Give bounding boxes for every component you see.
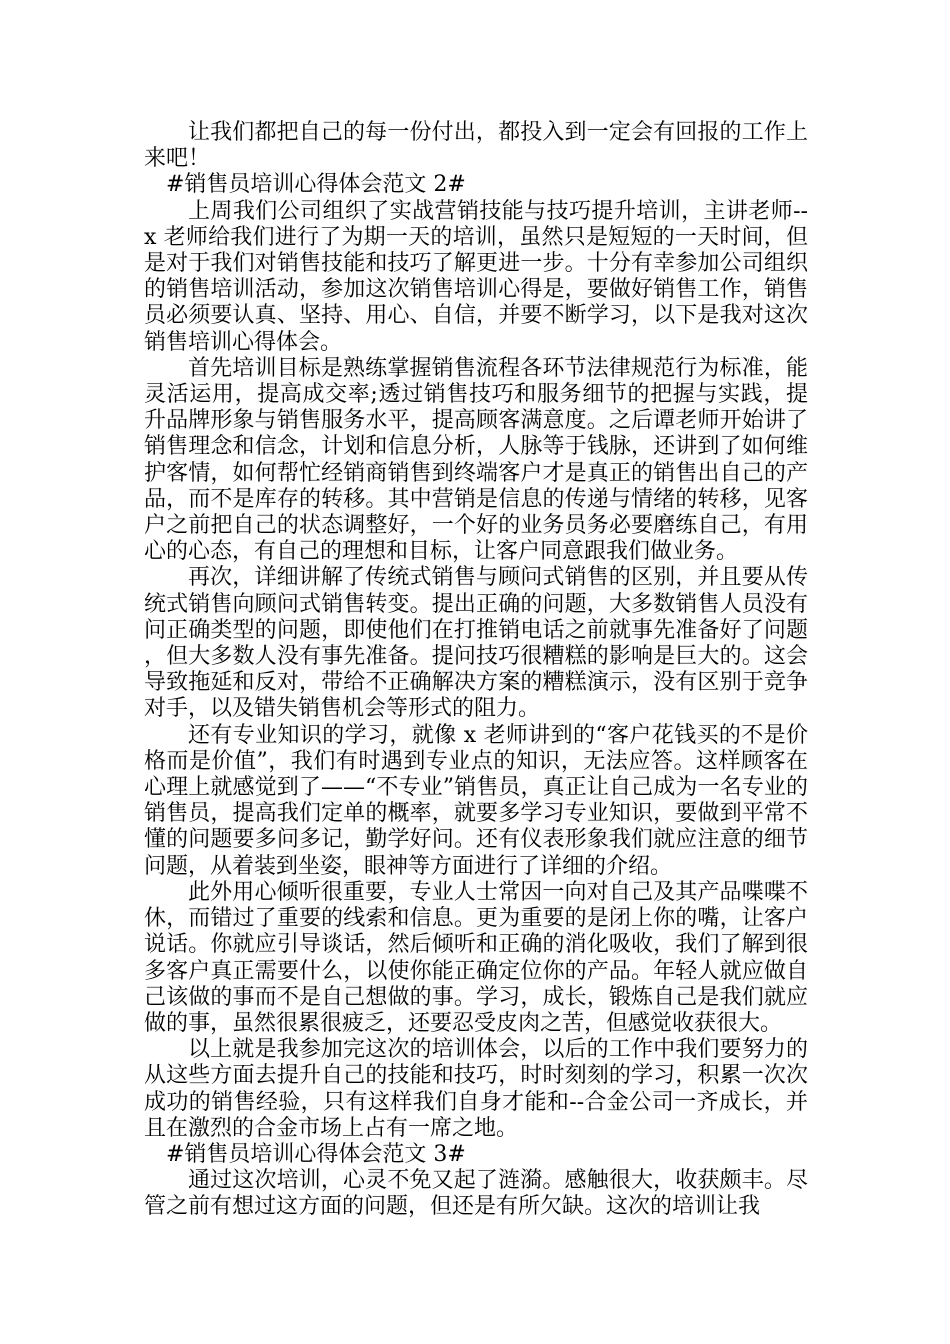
paragraph-intro: 上周我们公司组织了实战营销技能与技巧提升培训，主讲老师--x 老师给我们进行了为期一天的培训，虽然只是短短的一天时间，但是对于我们对销售技能和技巧了解更进一步。十分有幸参加公司组织的销售培训活动，参加这次销售培训心得是，要做好销售工作，销售员必须要认真、坚持、用心、自信，并要不断学习，以下是我对这次销售培训心得体会。: [144, 198, 808, 355]
section-heading-sample-2: #销售员培训心得体会范文 2#: [166, 172, 466, 198]
paragraph-active-listening: 此外用心倾听很重要，专业人士常因一向对自己及其产品喋喋不休，而错过了重要的线索和信息。更为重要的是闭上你的嘴，让客户说话。你就应引导谈话，然后倾听和正确的消化吸收，我们了解到很多客户真正需要什么，以使你能正确定位你的产品。年轻人就应做自己该做的事而不是自己想做的事。学习，成长，锻炼自己是我们就应做的事，虽然很累很疲乏，还要忍受皮肉之苦，但感觉收获很大。: [144, 879, 808, 1036]
document-page: [144, 120, 808, 1221]
paragraph-consultative-selling: 再次，详细讲解了传统式销售与顾问式销售的区别，并且要从传统式销售向顾问式销售转变。提出正确的问题，大多数销售人员没有问正确类型的问题，即使他们在打推销电话之前就事先准备好了问题，但大多数人没有事先准备。提问技巧很糟糕的影响是巨大的。这会导致拖延和反对，带给不正确解决方案的糟糕演示，没有区别于竞争对手，以及错失销售机会等形式的阻力。: [144, 565, 808, 722]
paragraph-conclusion: 以上就是我参加完这次的培训体会，以后的工作中我们要努力的从这些方面去提升自己的技能和技巧，时时刻刻的学习，积累一次次成功的销售经验，只有这样我们自身才能和--合金公司一齐成长，并且在激烈的合金市场上占有一席之地。: [144, 1037, 808, 1141]
paragraph-training-goals: 首先培训目标是熟练掌握销售流程各环节法律规范行为标准，能灵活运用，提高成交率;透过销售技巧和服务细节的把握与实践，提升品牌形象与销售服务水平，提高顾客满意度。之后谭老师开始讲了销售理念和信念，计划和信息分析，人脉等于钱脉，还讲到了如何维护客情，如何帮忙经销商销售到终端客户才是真正的销售出自己的产品，而不是库存的转移。其中营销是信息的传递与情绪的转移，见客户之前把自己的状态调整好，一个好的业务员务必要磨练自己，有用心的心态，有自己的理想和目标，让客户同意跟我们做业务。: [144, 355, 808, 565]
paragraph-sample-3-start: 通过这次培训，心灵不免又起了涟漪。感触很大，收获颇丰。尽管之前有想过这方面的问题，但还是有所欠缺。这次的培训让我: [144, 1168, 808, 1220]
section-heading-sample-3: #销售员培训心得体会范文 3#: [166, 1141, 466, 1167]
paragraph-professional-knowledge: 还有专业知识的学习，就像 x 老师讲到的“客户花钱买的不是价格而是价值”，我们有时遇到专业点的知识，无法应答。这样顾客在心理上就感觉到了——“不专业”销售员，真正让自己成为一名专业的销售员，提高我们定单的概率，就要多学习专业知识，要做到平常不懂的问题要多问多记，勤学好问。还有仪表形象我们就应注意的细节问题，从着装到坐姿，眼神等方面进行了详细的介绍。: [144, 722, 808, 879]
paragraph-closing-remark: 让我们都把自己的每一份付出，都投入到一定会有回报的工作上来吧！: [144, 120, 808, 172]
